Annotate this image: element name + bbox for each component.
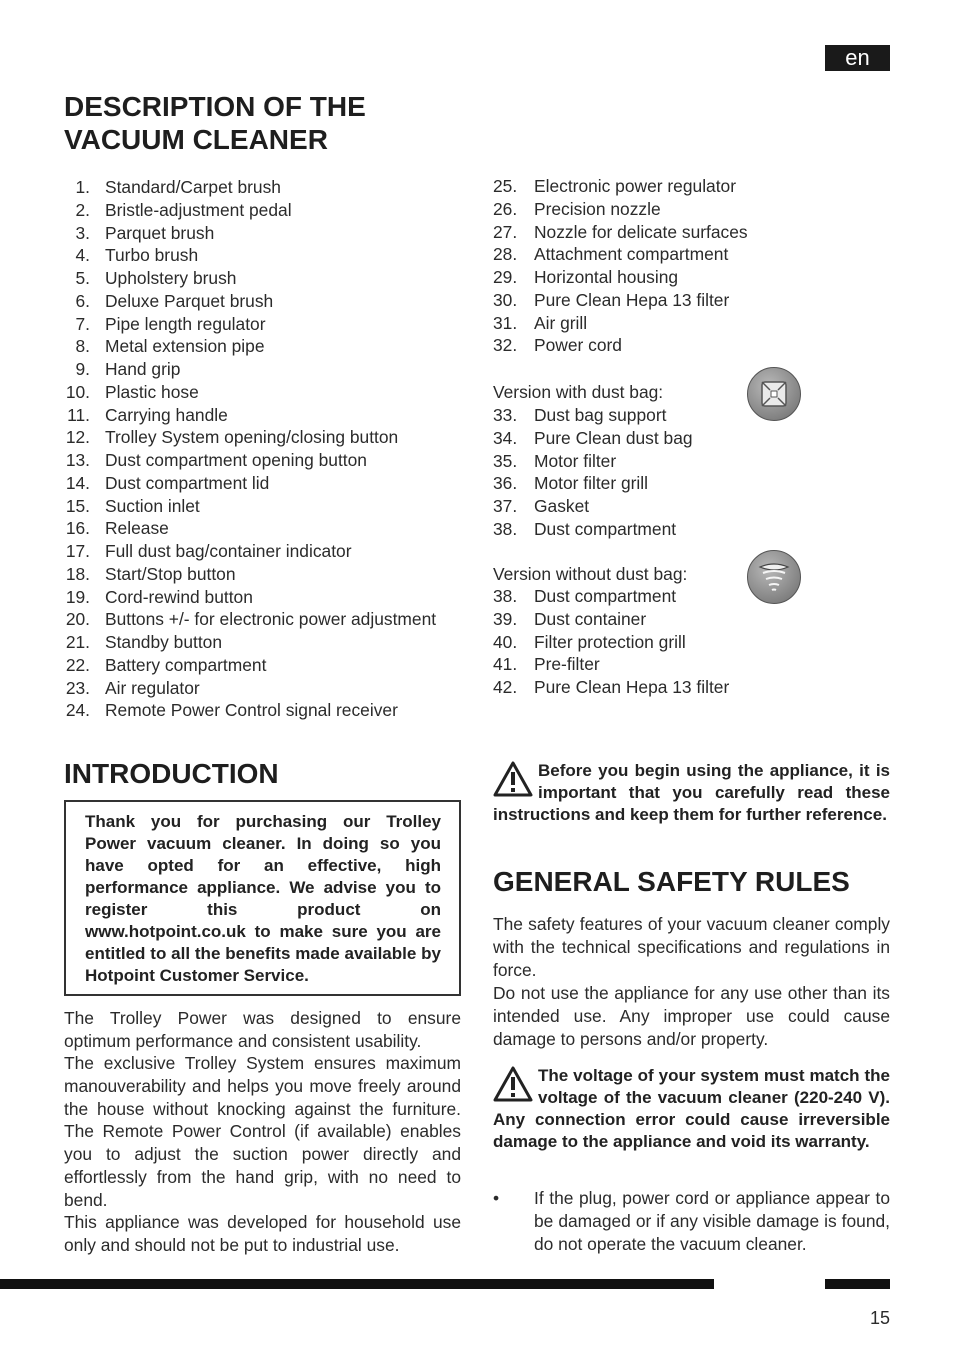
item-text: Nozzle for delicate surfaces	[534, 221, 748, 242]
list-item	[64, 404, 436, 427]
item-text: Horizontal housing	[534, 267, 679, 287]
list-item	[493, 404, 693, 427]
list-item	[493, 427, 693, 450]
item-number: 33.	[493, 405, 518, 425]
item-text: Motor filter grill	[534, 473, 649, 494]
warning-triangle-icon	[493, 1066, 533, 1102]
item-text: Filter protection grill	[534, 631, 686, 652]
item-number: 19.	[65, 586, 90, 607]
item-number: 26.	[493, 198, 518, 219]
list-item	[64, 472, 436, 495]
intro-paragraph-2: The exclusive Trolley System ensures maximum manouverability and helps you move freely around the house without knocking against the furniture. The Remote Power Control (if available) enables you to adjust the suction power directly and effortlessly from the hand grip, with no need to bend.	[64, 1053, 461, 1210]
list-item	[64, 176, 436, 199]
list-item	[493, 221, 748, 244]
item-text: Dust compartment lid	[105, 472, 270, 493]
item-text: Air grill	[534, 312, 588, 333]
item-number: 6.	[75, 290, 90, 311]
description-title: DESCRIPTION OF THE VACUUM CLEANER	[64, 91, 366, 155]
item-number: 18.	[65, 563, 90, 584]
item-number: 31.	[493, 312, 518, 333]
item-text: Electronic power regulator	[534, 176, 737, 196]
item-text: Standby button	[105, 632, 222, 652]
list-item	[64, 426, 436, 449]
list-item	[493, 472, 693, 495]
item-text: Release	[105, 518, 169, 539]
item-text: Plastic hose	[105, 381, 199, 402]
item-text: Trolley System opening/closing button	[105, 427, 399, 448]
list-item	[493, 676, 729, 699]
list-item	[64, 517, 436, 540]
item-number: 39.	[493, 608, 518, 629]
item-text: Suction inlet	[105, 495, 200, 516]
introduction-box: Thank you for purchasing our Trolley Power vacuum cleaner. In doing so you have opted for an effective, high performance appliance. We advise you to register this product on www.hotpoint.co.uk to make sure you are entitled to all the benefits made available by Hotpoint Customer Service.	[64, 800, 461, 996]
item-number: 22.	[65, 654, 90, 675]
item-number: 21.	[65, 632, 90, 652]
list-item	[64, 699, 436, 722]
item-text: Gasket	[534, 496, 590, 516]
list-item	[493, 243, 748, 266]
item-text: Dust compartment	[534, 518, 677, 539]
list-item	[64, 540, 436, 563]
parts-list-left	[64, 176, 436, 722]
without-bag-heading: Version without dust bag:	[493, 564, 688, 584]
item-text: Dust compartment	[534, 586, 677, 606]
item-number: 27.	[493, 221, 518, 242]
item-text: Remote Power Control signal receiver	[105, 700, 398, 721]
list-item	[493, 608, 729, 631]
item-number: 10.	[65, 381, 90, 402]
parts-list-right	[493, 175, 748, 357]
item-text: Dust bag support	[534, 405, 667, 425]
list-item	[64, 563, 436, 586]
item-number: 29.	[493, 267, 518, 287]
list-item	[64, 608, 436, 631]
list-item	[64, 677, 436, 700]
item-number: 15.	[65, 495, 90, 516]
item-text: Bristle-adjustment pedal	[105, 199, 292, 220]
item-text: Dust compartment opening button	[105, 450, 367, 470]
item-number: 25.	[493, 176, 518, 196]
list-item	[64, 654, 436, 677]
item-number: 40.	[493, 631, 518, 652]
item-text: Parquet brush	[105, 222, 215, 243]
footer-bar-left	[0, 1279, 714, 1289]
warning-1-text: Before you begin using the appliance, it is important that you carefully read these instructions and keep them for further reference.	[493, 761, 890, 824]
item-number: 4.	[75, 245, 90, 266]
item-number: 34.	[493, 427, 518, 448]
item-number: 41.	[493, 654, 518, 675]
item-number: 36.	[493, 473, 518, 494]
item-text: Battery compartment	[105, 654, 267, 675]
item-text: Hand grip	[105, 359, 181, 379]
item-number: 13.	[65, 450, 90, 470]
list-item	[64, 495, 436, 518]
list-item	[493, 175, 748, 198]
list-item	[493, 289, 748, 312]
item-text: Upholstery brush	[105, 268, 237, 288]
list-item	[493, 653, 729, 676]
item-text: Pre-filter	[534, 654, 600, 675]
list-item	[64, 267, 436, 290]
list-item	[493, 585, 729, 608]
item-text: Pure Clean dust bag	[534, 427, 693, 448]
item-text: Full dust bag/container indicator	[105, 541, 352, 561]
cyclone-icon	[747, 550, 801, 604]
list-item	[493, 266, 748, 289]
item-number: 38.	[493, 518, 518, 539]
list-item	[64, 222, 436, 245]
warning-read-instructions	[493, 760, 890, 826]
item-text: Dust container	[534, 608, 647, 629]
page-number: 15	[869, 1308, 890, 1328]
list-item	[64, 244, 436, 267]
item-text: Pipe length regulator	[105, 313, 266, 334]
with-bag-list	[493, 404, 693, 541]
without-bag-list	[493, 585, 729, 699]
item-text: Deluxe Parquet brush	[105, 290, 274, 311]
item-number: 8.	[75, 336, 90, 357]
list-item	[64, 358, 436, 381]
item-number: 32.	[493, 335, 518, 356]
list-item	[64, 335, 436, 358]
item-number: 7.	[75, 313, 90, 334]
list-item	[64, 631, 436, 654]
list-item	[493, 450, 693, 473]
list-item	[493, 518, 693, 541]
bullet-symbol: •	[493, 1188, 500, 1208]
item-number: 28.	[493, 244, 518, 265]
list-item	[64, 381, 436, 404]
item-number: 5.	[75, 268, 90, 288]
safety-paragraph-1: The safety features of your vacuum cleaner comply with the technical specifications and regulations in force.	[493, 914, 890, 980]
intro-paragraph-3: This appliance was developed for household use only and should not be put to industrial use.	[64, 1212, 461, 1255]
list-item	[64, 449, 436, 472]
warning-voltage	[493, 1065, 890, 1153]
item-text: Buttons +/- for electronic power adjustment	[105, 609, 437, 630]
item-text: Pure Clean Hepa 13 filter	[534, 289, 730, 310]
list-item	[493, 198, 748, 221]
item-number: 24.	[65, 700, 90, 721]
safety-bullet-1	[493, 1187, 890, 1255]
footer-bar-right	[825, 1279, 890, 1289]
list-item	[493, 631, 729, 654]
item-number: 42.	[493, 677, 518, 697]
list-item	[64, 313, 436, 336]
item-number: 35.	[493, 450, 518, 471]
item-number: 14.	[65, 472, 90, 493]
item-number: 2.	[75, 199, 90, 220]
dust-bag-icon	[747, 367, 801, 421]
intro-paragraph-1: The Trolley Power was designed to ensure optimum performance and consistent usability.	[64, 1008, 461, 1051]
item-number: 17.	[65, 541, 90, 561]
item-number: 16.	[65, 518, 90, 539]
item-number: 23.	[65, 677, 90, 698]
item-text: Motor filter	[534, 450, 617, 471]
item-text: Cord-rewind button	[105, 586, 253, 607]
item-text: Attachment compartment	[534, 244, 729, 265]
language-badge: en	[825, 45, 890, 71]
item-text: Precision nozzle	[534, 198, 661, 219]
item-text: Metal extension pipe	[105, 336, 265, 357]
list-item	[64, 199, 436, 222]
warning-2-text: The voltage of your system must match the voltage of the vacuum cleaner (220-240 V). Any connection error could cause irreversible damage to the appliance and void its warranty.	[493, 1066, 890, 1151]
list-item	[493, 334, 748, 357]
item-text: Start/Stop button	[105, 563, 236, 584]
item-text: Power cord	[534, 335, 622, 356]
warning-triangle-icon	[493, 761, 533, 797]
item-text: Standard/Carpet brush	[105, 177, 281, 197]
item-number: 9.	[75, 359, 90, 379]
bullet-text: If the plug, power cord or appliance appear to be damaged or if any visible damage is found, do not operate the vacuum cleaner.	[534, 1188, 890, 1254]
list-item	[493, 312, 748, 335]
item-number: 1.	[75, 177, 90, 197]
introduction-title: INTRODUCTION	[64, 758, 279, 789]
item-number: 20.	[65, 609, 90, 630]
safety-title: GENERAL SAFETY RULES	[493, 866, 850, 897]
with-bag-heading: Version with dust bag:	[493, 382, 664, 402]
safety-paragraph-2: Do not use the appliance for any use other than its intended use. Any improper use could cause damage to persons and/or property.	[493, 983, 890, 1049]
item-text: Pure Clean Hepa 13 filter	[534, 677, 730, 697]
item-number: 12.	[65, 427, 90, 448]
item-text: Carrying handle	[105, 404, 228, 425]
item-number: 30.	[493, 289, 518, 310]
item-number: 11.	[67, 404, 90, 425]
item-number: 3.	[75, 222, 90, 243]
item-text: Turbo brush	[105, 245, 199, 266]
item-number: 38.	[493, 586, 518, 606]
list-item	[64, 586, 436, 609]
list-item	[493, 495, 693, 518]
item-text: Air regulator	[105, 677, 200, 698]
list-item	[64, 290, 436, 313]
item-number: 37.	[493, 496, 518, 516]
